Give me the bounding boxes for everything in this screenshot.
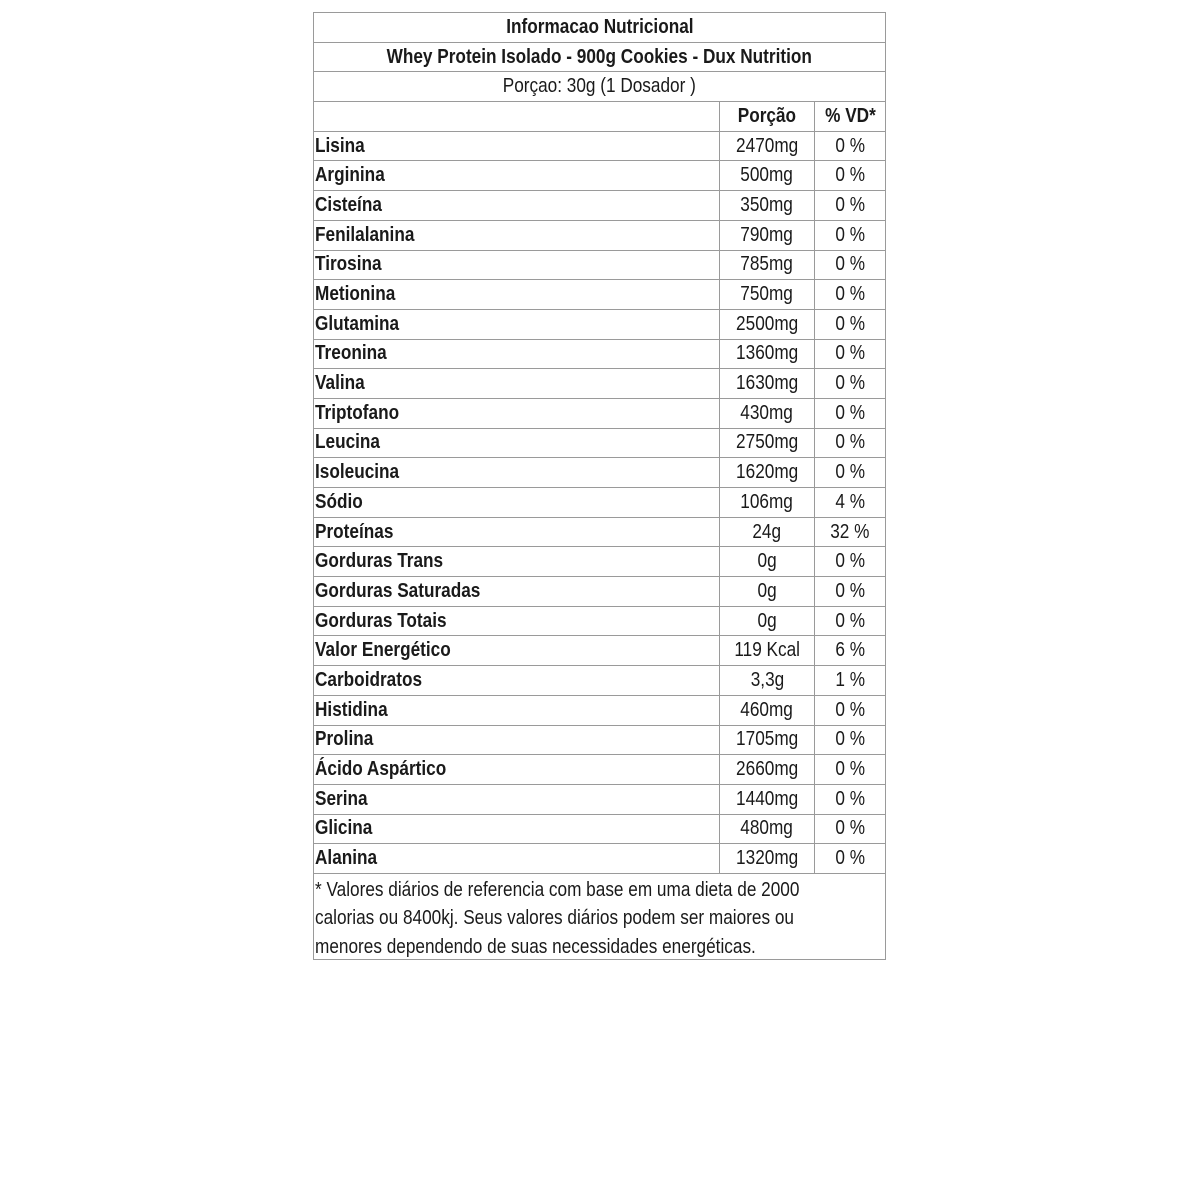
nutrient-name: Glicina	[315, 817, 373, 840]
nutrient-vd-cell	[815, 488, 885, 517]
nutrient-vd: 0 %	[835, 134, 865, 157]
label-title: Informacao Nutricional	[505, 15, 694, 38]
table-row	[314, 251, 885, 281]
nutrient-name: Proteínas	[315, 520, 394, 543]
nutrient-vd: 1 %	[835, 668, 865, 691]
nutrient-portion: 500mg	[740, 164, 794, 187]
nutrient-name-cell	[314, 696, 720, 725]
nutrient-vd: 0 %	[835, 223, 865, 246]
header-vd: % VD*	[824, 104, 876, 127]
nutrient-vd: 0 %	[835, 579, 865, 602]
nutrient-name-cell	[314, 636, 720, 665]
nutrient-portion: 460mg	[740, 698, 794, 721]
serving-size-row	[314, 72, 885, 102]
nutrient-portion: 785mg	[740, 253, 794, 276]
nutrient-name: Histidina	[315, 698, 388, 721]
nutrient-vd: 0 %	[835, 372, 865, 395]
nutrient-name-cell	[314, 815, 720, 844]
nutrient-vd: 0 %	[835, 193, 865, 216]
nutrient-name: Carboidratos	[315, 668, 423, 691]
nutrient-portion-cell	[720, 696, 815, 725]
nutrient-vd-cell	[815, 458, 885, 487]
nutrient-portion-cell	[720, 399, 815, 428]
table-row	[314, 310, 885, 340]
nutrient-vd: 0 %	[835, 253, 865, 276]
table-row	[314, 666, 885, 696]
nutrient-vd: 0 %	[835, 461, 865, 484]
nutrient-name-cell	[314, 161, 720, 190]
nutrient-portion: 790mg	[740, 223, 794, 246]
nutrient-vd: 0 %	[835, 817, 865, 840]
nutrient-name-cell	[314, 547, 720, 576]
table-row	[314, 726, 885, 756]
table-row	[314, 815, 885, 845]
nutrient-name: Gorduras Totais	[315, 609, 447, 632]
nutrient-name-cell	[314, 577, 720, 606]
nutrient-portion-cell	[720, 429, 815, 458]
table-row	[314, 340, 885, 370]
nutrient-portion: 0g	[757, 579, 777, 602]
nutrient-vd: 0 %	[835, 312, 865, 335]
nutrient-name-cell	[314, 310, 720, 339]
nutrient-vd: 0 %	[835, 698, 865, 721]
table-row	[314, 221, 885, 251]
nutrient-name: Triptofano	[315, 401, 400, 424]
nutrient-vd: 0 %	[835, 847, 865, 870]
nutrient-portion-cell	[720, 310, 815, 339]
nutrient-portion: 1705mg	[735, 728, 799, 751]
nutrient-portion: 1360mg	[735, 342, 799, 365]
nutrient-vd-cell	[815, 161, 885, 190]
nutrient-portion-cell	[720, 726, 815, 755]
nutrient-portion: 119 Kcal	[734, 639, 800, 662]
nutrient-name: Sódio	[315, 490, 363, 513]
nutrient-name: Lisina	[315, 134, 365, 157]
nutrient-name-cell	[314, 369, 720, 398]
table-row	[314, 844, 885, 874]
nutrient-vd: 32 %	[830, 520, 870, 543]
nutrient-name: Leucina	[315, 431, 380, 454]
nutrient-portion: 1630mg	[735, 372, 799, 395]
nutrient-portion-cell	[720, 844, 815, 873]
nutrient-rows	[314, 132, 885, 874]
nutrient-portion: 750mg	[740, 283, 794, 306]
nutrient-name: Valor Energético	[315, 639, 451, 662]
table-row	[314, 607, 885, 637]
nutrient-portion-cell	[720, 251, 815, 280]
table-row	[314, 369, 885, 399]
nutrient-name: Treonina	[315, 342, 387, 365]
nutrient-portion: 350mg	[740, 193, 794, 216]
nutrient-portion-cell	[720, 785, 815, 814]
nutrient-name: Arginina	[315, 164, 385, 187]
nutrient-name-cell	[314, 785, 720, 814]
nutrient-name-cell	[314, 844, 720, 873]
nutrient-portion: 3,3g	[750, 668, 784, 691]
nutrition-facts-label	[313, 12, 886, 960]
nutrient-vd-cell	[815, 577, 885, 606]
product-name: Whey Protein Isolado - 900g Cookies - Dux Nutrition	[386, 45, 813, 68]
nutrient-vd-cell	[815, 221, 885, 250]
nutrient-name-cell	[314, 399, 720, 428]
nutrient-name-cell	[314, 607, 720, 636]
nutrient-vd: 0 %	[835, 164, 865, 187]
footnote-line: menores dependendo de suas necessidades energéticas.	[315, 935, 756, 958]
nutrient-portion-cell	[720, 488, 815, 517]
nutrient-portion: 480mg	[740, 817, 794, 840]
table-row	[314, 755, 885, 785]
nutrient-name: Gorduras Saturadas	[315, 579, 481, 602]
nutrient-vd-cell	[815, 280, 885, 309]
nutrient-portion: 1620mg	[735, 461, 799, 484]
serving-size: Porçao: 30g (1 Dosador )	[502, 75, 697, 98]
nutrient-name: Fenilalanina	[315, 223, 415, 246]
nutrient-vd-cell	[815, 399, 885, 428]
nutrient-vd: 0 %	[835, 609, 865, 632]
nutrient-name-cell	[314, 191, 720, 220]
table-row	[314, 161, 885, 191]
nutrient-name: Serina	[315, 787, 368, 810]
table-row	[314, 636, 885, 666]
column-header-row	[314, 102, 885, 132]
header-portion-cell	[720, 102, 815, 131]
nutrient-vd-cell	[815, 696, 885, 725]
nutrient-vd-cell	[815, 191, 885, 220]
nutrient-portion: 2660mg	[735, 758, 799, 781]
header-nutrient-cell	[314, 102, 720, 131]
table-row	[314, 191, 885, 221]
nutrient-vd-cell	[815, 785, 885, 814]
table-row	[314, 696, 885, 726]
nutrient-name-cell	[314, 458, 720, 487]
nutrient-vd: 0 %	[835, 431, 865, 454]
nutrient-portion: 0g	[757, 609, 777, 632]
nutrient-name-cell	[314, 488, 720, 517]
table-row	[314, 785, 885, 815]
nutrient-vd-cell	[815, 429, 885, 458]
nutrient-vd: 0 %	[835, 283, 865, 306]
nutrient-vd-cell	[815, 547, 885, 576]
nutrient-vd-cell	[815, 518, 885, 547]
table-row	[314, 488, 885, 518]
nutrient-vd: 0 %	[835, 758, 865, 781]
nutrient-vd-cell	[815, 369, 885, 398]
nutrient-name: Valina	[315, 372, 365, 395]
footnote-line: * Valores diários de referencia com base em uma dieta de 2000	[315, 878, 800, 901]
nutrient-portion: 430mg	[740, 401, 794, 424]
nutrient-vd: 6 %	[835, 639, 865, 662]
nutrient-portion-cell	[720, 132, 815, 161]
nutrient-name-cell	[314, 280, 720, 309]
nutrient-portion-cell	[720, 518, 815, 547]
nutrient-portion-cell	[720, 340, 815, 369]
nutrient-name: Alanina	[315, 847, 378, 870]
table-row	[314, 547, 885, 577]
table-row	[314, 518, 885, 548]
nutrient-portion: 24g	[752, 520, 782, 543]
product-name-row	[314, 43, 885, 73]
nutrient-portion: 106mg	[740, 490, 794, 513]
nutrient-portion-cell	[720, 221, 815, 250]
nutrient-vd-cell	[815, 844, 885, 873]
nutrient-portion-cell	[720, 577, 815, 606]
nutrient-portion: 2470mg	[735, 134, 799, 157]
nutrient-name-cell	[314, 518, 720, 547]
nutrient-portion-cell	[720, 369, 815, 398]
nutrient-name-cell	[314, 429, 720, 458]
nutrient-name-cell	[314, 221, 720, 250]
nutrient-name: Tirosina	[315, 253, 382, 276]
footnote-line: calorias ou 8400kj. Seus valores diários podem ser maiores ou	[315, 907, 794, 930]
footnote	[314, 874, 885, 962]
nutrient-name: Gorduras Trans	[315, 550, 444, 573]
nutrient-name: Cisteína	[315, 193, 382, 216]
nutrient-vd: 0 %	[835, 342, 865, 365]
nutrient-name: Metionina	[315, 283, 396, 306]
nutrient-vd: 0 %	[835, 401, 865, 424]
nutrient-portion-cell	[720, 666, 815, 695]
nutrient-vd-cell	[815, 726, 885, 755]
nutrient-portion: 1320mg	[735, 847, 799, 870]
nutrient-vd-cell	[815, 755, 885, 784]
table-row	[314, 280, 885, 310]
header-portion: Porção	[737, 104, 797, 127]
nutrient-name-cell	[314, 755, 720, 784]
header-vd-cell	[815, 102, 885, 131]
nutrient-portion-cell	[720, 547, 815, 576]
nutrient-name-cell	[314, 132, 720, 161]
nutrient-name-cell	[314, 726, 720, 755]
nutrient-vd: 0 %	[835, 787, 865, 810]
nutrient-vd-cell	[815, 666, 885, 695]
nutrient-portion-cell	[720, 607, 815, 636]
nutrient-portion-cell	[720, 815, 815, 844]
nutrient-portion-cell	[720, 280, 815, 309]
nutrient-vd-cell	[815, 607, 885, 636]
table-row	[314, 429, 885, 459]
table-row	[314, 399, 885, 429]
nutrient-vd-cell	[815, 310, 885, 339]
nutrient-portion-cell	[720, 191, 815, 220]
nutrient-portion-cell	[720, 458, 815, 487]
nutrient-vd-cell	[815, 636, 885, 665]
nutrient-portion: 2750mg	[735, 431, 799, 454]
table-row	[314, 577, 885, 607]
nutrient-vd-cell	[815, 340, 885, 369]
nutrient-vd: 0 %	[835, 550, 865, 573]
nutrient-name: Glutamina	[315, 312, 400, 335]
nutrient-portion: 2500mg	[735, 312, 799, 335]
nutrient-vd-cell	[815, 815, 885, 844]
nutrient-portion-cell	[720, 636, 815, 665]
nutrient-name: Ácido Aspártico	[315, 758, 447, 781]
nutrient-name: Prolina	[315, 728, 374, 751]
table-row	[314, 132, 885, 162]
nutrient-vd-cell	[815, 251, 885, 280]
nutrient-name: Isoleucina	[315, 461, 400, 484]
nutrient-portion-cell	[720, 755, 815, 784]
nutrient-name-cell	[314, 666, 720, 695]
nutrient-vd: 0 %	[835, 728, 865, 751]
label-title-row	[314, 13, 885, 43]
nutrient-name-cell	[314, 251, 720, 280]
nutrient-vd-cell	[815, 132, 885, 161]
nutrient-vd: 4 %	[835, 490, 865, 513]
nutrient-portion: 1440mg	[735, 787, 799, 810]
nutrient-portion-cell	[720, 161, 815, 190]
table-row	[314, 458, 885, 488]
nutrient-name-cell	[314, 340, 720, 369]
nutrient-portion: 0g	[757, 550, 777, 573]
